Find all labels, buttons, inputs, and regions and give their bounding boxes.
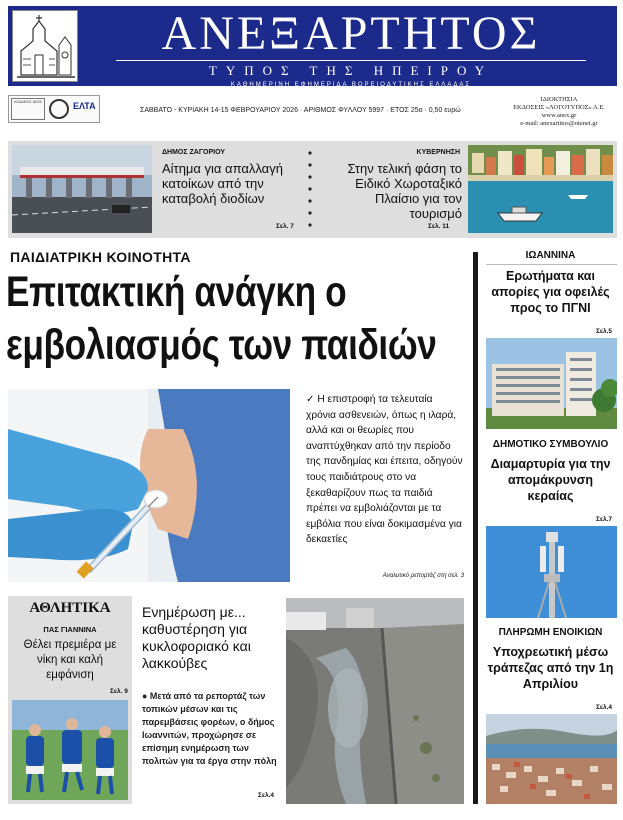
right-headline-pgni[interactable]: Ερωτήματα και απορίες για οφειλές προς το ΠΓΝΙ <box>491 269 610 315</box>
publisher-line[interactable]: e-mail: anexartitos@otenet.gr <box>520 120 598 127</box>
right-kicker-rent: ΠΛΗΡΩΜΗ ΕΝΟΙΚΙΩΝ <box>498 627 603 638</box>
lead-summary: ✓ Η επιστροφή τα τελευταία χρόνια ασθενειών, όπως η ιλαρά, αλλά και οι θεωρίες που αναπτύχθηκαν από την περίοδο της πανδημίας και έπειτα, οδηγούν τους παιδιάτρους στο να ξεκαθαρίζουν πως τα παιδιά πρέπει να εμβολιάζονται με τα εμβόλια που είναι δοκιμασμένα για δεκαετίες <box>306 394 463 546</box>
right-rule <box>486 264 617 265</box>
teaser-kicker: ΔΗΜΟΣ ΖΑΓΟΡΙΟΥ <box>162 149 226 156</box>
teaser-headline[interactable]: Στην τελική φάση το Ειδικό Χωροταξικό Πλαίσιο για τον τουρισμό <box>347 161 462 221</box>
right-headline-antenna[interactable]: Διαμαρτυρία για την απομάκρυνση κεραίας <box>490 457 611 503</box>
publisher-line: ΙΔΙΟΚΤΗΣΙΑ <box>540 96 578 103</box>
sports-page-ref: Σελ. 9 <box>110 688 128 695</box>
newspaper-logo-icon <box>12 10 78 82</box>
teaser-page-ref: Σελ. 7 <box>276 223 294 230</box>
newspaper-subtitle: ΤΥΠΟΣ ΤΗΣ ΗΠΕΙΡΟΥ <box>208 63 494 78</box>
traffic-summary: ● Μετά από τα ρεπορτάζ των τοπικών μέσων και τις παρεμβάσεις φορέων, ο δήμος Ιωαννιτών, προχώρησε σε επίσημη ενημέρωση των πολιτών για τα έργα στην πόλη <box>142 691 277 766</box>
newspaper-strap: ΚΑΘΗΜΕΡΙΝΗ ΕΦΗΜΕΡΙΔΑ ΒΟΡΕΙΟΔΥΤΙΚΗΣ ΕΛΛΑΔΑΣ <box>230 82 472 88</box>
teaser-band <box>8 141 617 238</box>
right-page-ref: Σελ.4 <box>595 704 612 711</box>
potholes-road-image[interactable] <box>286 598 464 804</box>
column-divider <box>473 252 478 804</box>
postal-code-badge <box>11 98 45 120</box>
stamp-circle-icon <box>49 99 69 119</box>
vaccination-image[interactable] <box>8 389 290 582</box>
dateline: ΣΑΒΒΑΤΟ - ΚΥΡΙΑΚΗ 14-15 ΦΕΒΡΟΥΑΡΙΟΥ 2026 · ΑΡΙΘΜΟΣ ΦΥΛΛΟΥ 5997 · ΕΤΟΣ 25ο · 0,50 ευρώ <box>140 107 461 114</box>
teaser-kicker: ΚΥΒΕΡΝΗΣΗ <box>416 149 460 156</box>
right-headline-rent[interactable]: Υποχρεωτική μέσω τράπεζας από την 1η Απριλίου <box>487 645 614 691</box>
publisher-line: ΕΚΔΟΣΕΙΣ «ΛΟΓΟΤΥΠΟΣ» Α.Ε. <box>513 104 605 111</box>
teaser-separator <box>308 147 312 233</box>
antenna-tower-image[interactable] <box>486 526 617 618</box>
postal-code-text: ΚΩΔΙΚΟΣ 6025 <box>14 99 42 104</box>
elta-badge: ΕΛΤΑ <box>73 101 96 111</box>
football-players-image[interactable] <box>12 700 128 800</box>
postal-badges <box>8 95 100 123</box>
lead-page-ref: Αναλυτικό ρεπορτάζ στη σελ. 3 <box>382 573 464 579</box>
teaser-headline[interactable]: Αίτημα για απαλλαγή κατοίκων από την καταβολή διοδίων <box>162 161 283 206</box>
traffic-page-ref: Σελ.4 <box>258 792 275 799</box>
sports-box <box>8 596 132 804</box>
sports-header: ΑΘΛΗΤΙΚΑ <box>29 600 111 616</box>
right-page-ref: Σελ.7 <box>595 516 612 523</box>
sports-headline[interactable]: Θέλει πρεμιέρα με νίκη και καλή εμφάνιση <box>23 639 117 681</box>
toll-station-image[interactable] <box>12 145 152 233</box>
right-kicker-council: ΔΗΜΟΤΙΚΟ ΣΥΜΒΟΥΛΙΟ <box>492 439 609 450</box>
masthead <box>8 6 617 86</box>
lead-headline[interactable]: Επιτακτική ανάγκη ο εμβολιασμός των παιδιών <box>6 268 437 369</box>
hospital-building-image[interactable] <box>486 338 617 429</box>
city-aerial-image[interactable] <box>486 714 617 804</box>
harbor-image[interactable] <box>468 145 613 233</box>
lead-kicker: ΠΑΙΔΙΑΤΡΙΚΗ ΚΟΙΝΟΤΗΤΑ <box>10 249 191 265</box>
newspaper-title: ΑΝΕΞΑΡΤΗΤΟΣ <box>161 7 541 60</box>
right-kicker-ioannina: ΙΩΑΝΝΙΝΑ <box>525 250 576 261</box>
teaser-page-ref: Σελ. 11 <box>428 223 450 230</box>
right-page-ref: Σελ.5 <box>595 328 612 335</box>
traffic-headline[interactable]: Ενημέρωση με... καθυστέρηση για κυκλοφοριακό και λακκούβες <box>142 604 251 671</box>
publisher-info <box>500 96 618 128</box>
title-rule <box>116 60 586 61</box>
publisher-line[interactable]: www.anex.gr <box>541 112 577 119</box>
sports-kicker: ΠΑΣ ΓΙΑΝΝΙΝΑ <box>43 625 97 634</box>
